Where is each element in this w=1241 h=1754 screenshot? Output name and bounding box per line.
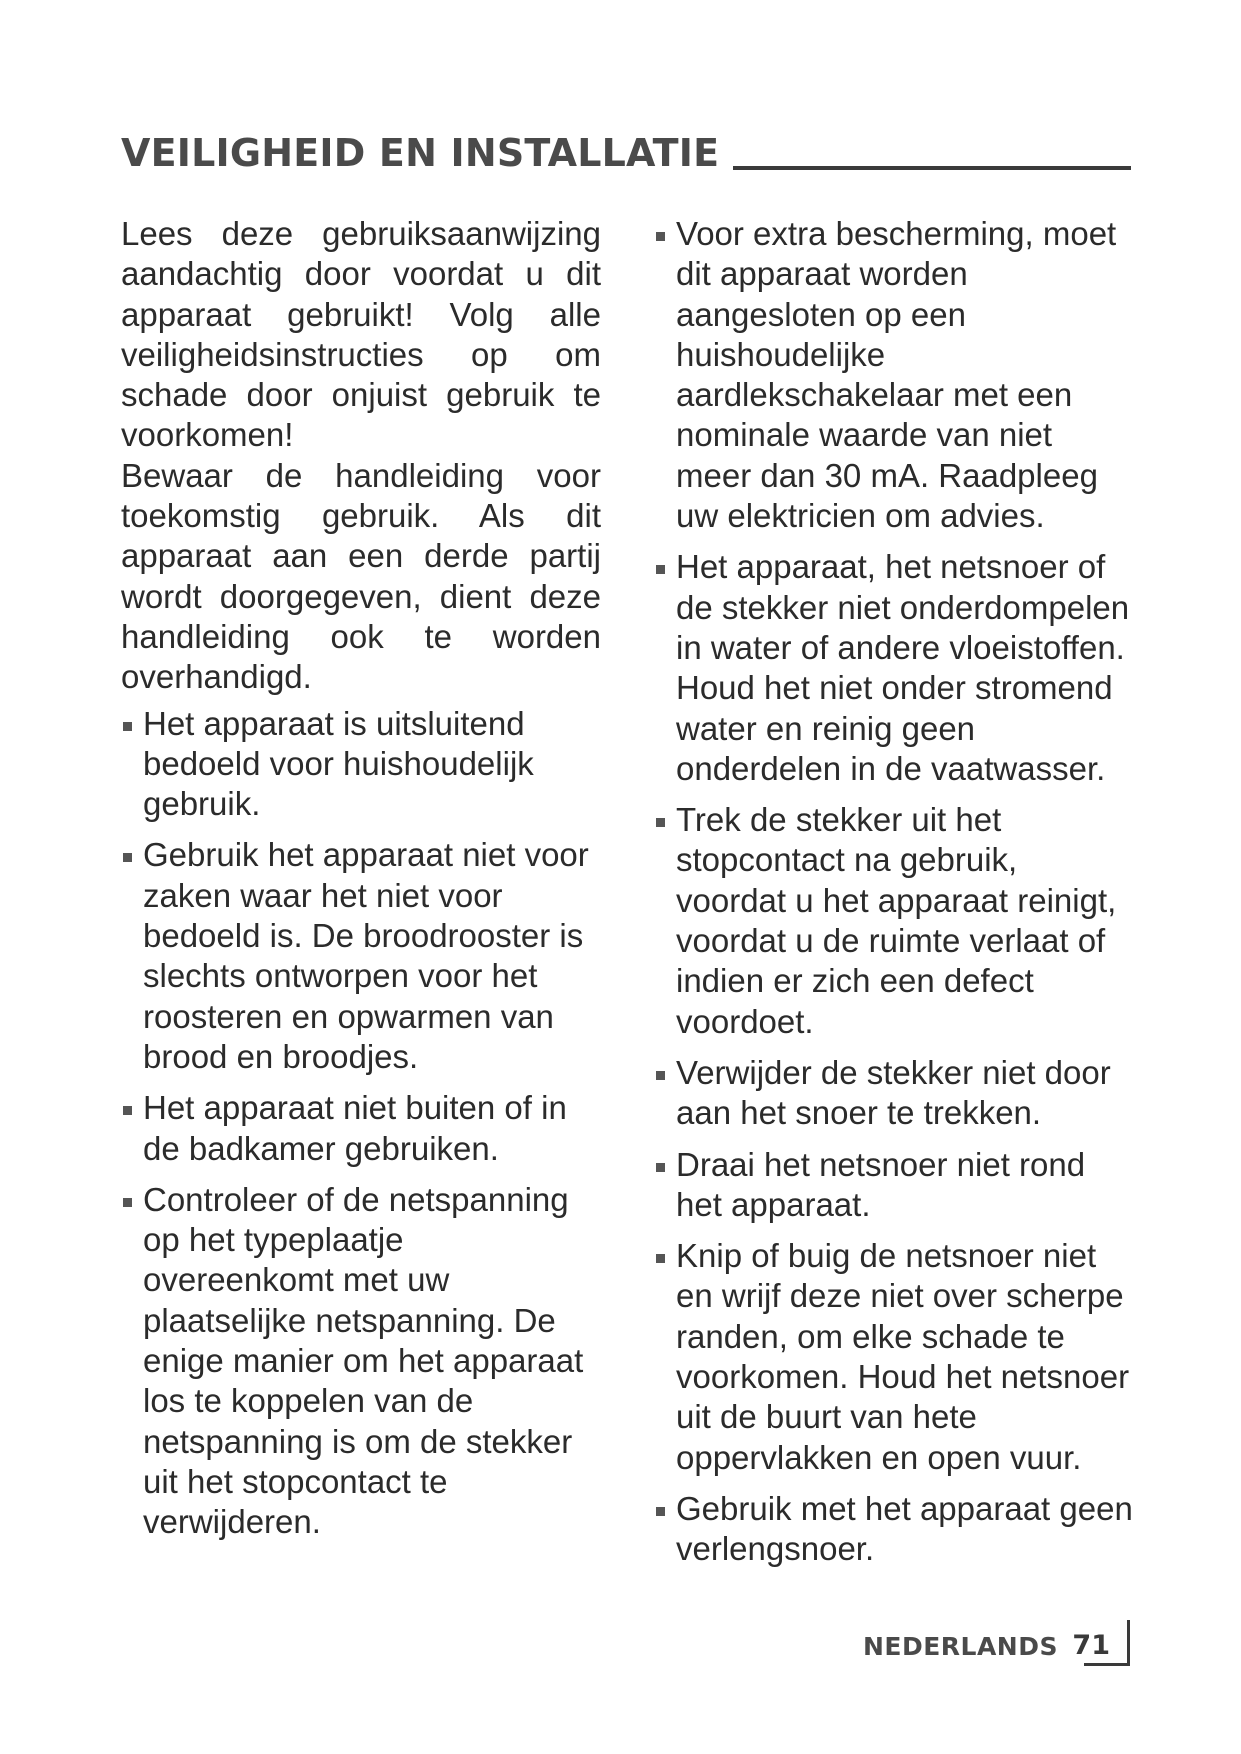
list-item	[121, 1088, 601, 1169]
left-column	[121, 214, 601, 1554]
square-bullet-icon	[656, 1071, 665, 1080]
square-bullet-icon	[656, 565, 665, 574]
square-bullet-icon	[123, 1198, 132, 1207]
list-item-text: Gebruik met het apparaat geen verlengsnoer.	[676, 1489, 1133, 1568]
square-bullet-icon	[656, 232, 665, 241]
page-footer	[860, 1620, 1130, 1670]
list-item-text: Het apparaat, het netsnoer of de stekker niet onderdompelen in water of andere vloeistoffen. Houd het niet onder stromend water en reinig geen onderdelen in de vaatwasser.	[676, 548, 1130, 787]
list-item-text: Controleer of de netspanning op het typeplaatje overeenkomt met uw plaatselijke netspanning. De enige manier om het apparaat los te koppelen van de netspanning is om de stekker uit het stopcontact te verwijderen.	[143, 1180, 584, 1541]
page-corner-mark	[1084, 1620, 1130, 1666]
square-bullet-icon	[123, 853, 132, 862]
list-item	[654, 1053, 1134, 1134]
list-item	[654, 214, 1134, 536]
page-title: VEILIGHEID EN INSTALLATIE	[121, 131, 720, 175]
page-header	[121, 112, 1131, 175]
list-item	[121, 835, 601, 1077]
right-bullet-list	[654, 214, 1134, 1570]
square-bullet-icon	[656, 1254, 665, 1263]
square-bullet-icon	[123, 1106, 132, 1115]
list-item	[654, 1145, 1134, 1226]
list-item	[654, 1236, 1134, 1478]
list-item-text: Het apparaat niet buiten of in de badkamer gebruiken.	[143, 1089, 567, 1167]
list-item	[121, 704, 601, 825]
title-rule	[733, 166, 1131, 170]
intro-paragraph-read-instructions: Lees deze gebruiksaanwijzing aandachtig door voordat u dit apparaat gebruikt! Volg alle veiligheidsinstructies op om schade door onjuist gebruik te voorkomen!	[121, 215, 601, 454]
square-bullet-icon	[656, 818, 665, 827]
list-item-text: Voor extra bescherming, moet dit apparaat worden aangesloten op een huishoudelijke aardlekschakelaar met een nominale waarde van niet meer dan 30 mA. Raadpleeg uw elektricien om advies.	[676, 215, 1117, 535]
list-item-text: Trek de stekker uit het stopcontact na gebruik, voordat u het apparaat reinigt, voordat u de ruimte verlaat of indien er zich een defect voordoet.	[676, 801, 1117, 1040]
left-bullet-list	[121, 704, 601, 1543]
language-label: NEDERLANDS	[862, 1632, 1058, 1661]
intro-paragraph-keep-manual: Bewaar de handleiding voor toekomstig gebruik. Als dit apparaat aan een derde partij wordt doorgegeven, dient deze handleiding ook te worden overhandigd.	[121, 456, 601, 696]
list-item	[121, 1180, 601, 1543]
list-item	[654, 547, 1134, 789]
list-item-text: Het apparaat is uitsluitend bedoeld voor huishoudelijk gebruik.	[143, 704, 534, 823]
square-bullet-icon	[656, 1507, 665, 1516]
list-item-text: Gebruik het apparaat niet voor zaken waar het niet voor bedoeld is. De broodrooster is slechts ontworpen voor het roosteren en opwarmen van brood en broodjes.	[143, 836, 589, 1075]
square-bullet-icon	[123, 722, 132, 731]
square-bullet-icon	[656, 1163, 665, 1172]
list-item-text: Draai het netsnoer niet rond het apparaat.	[676, 1145, 1086, 1223]
list-item-text: Verwijder de stekker niet door aan het snoer te trekken.	[676, 1053, 1111, 1132]
list-item-text: Knip of buig de netsnoer niet en wrijf deze niet over scherpe randen, om elke schade te voorkomen. Houd het netsnoer uit de buurt van hete oppervlakken en open vuur.	[676, 1237, 1130, 1476]
right-column	[654, 214, 1134, 1581]
page-number: 71	[1072, 1630, 1110, 1661]
list-item	[654, 1489, 1134, 1570]
list-item	[654, 800, 1134, 1042]
